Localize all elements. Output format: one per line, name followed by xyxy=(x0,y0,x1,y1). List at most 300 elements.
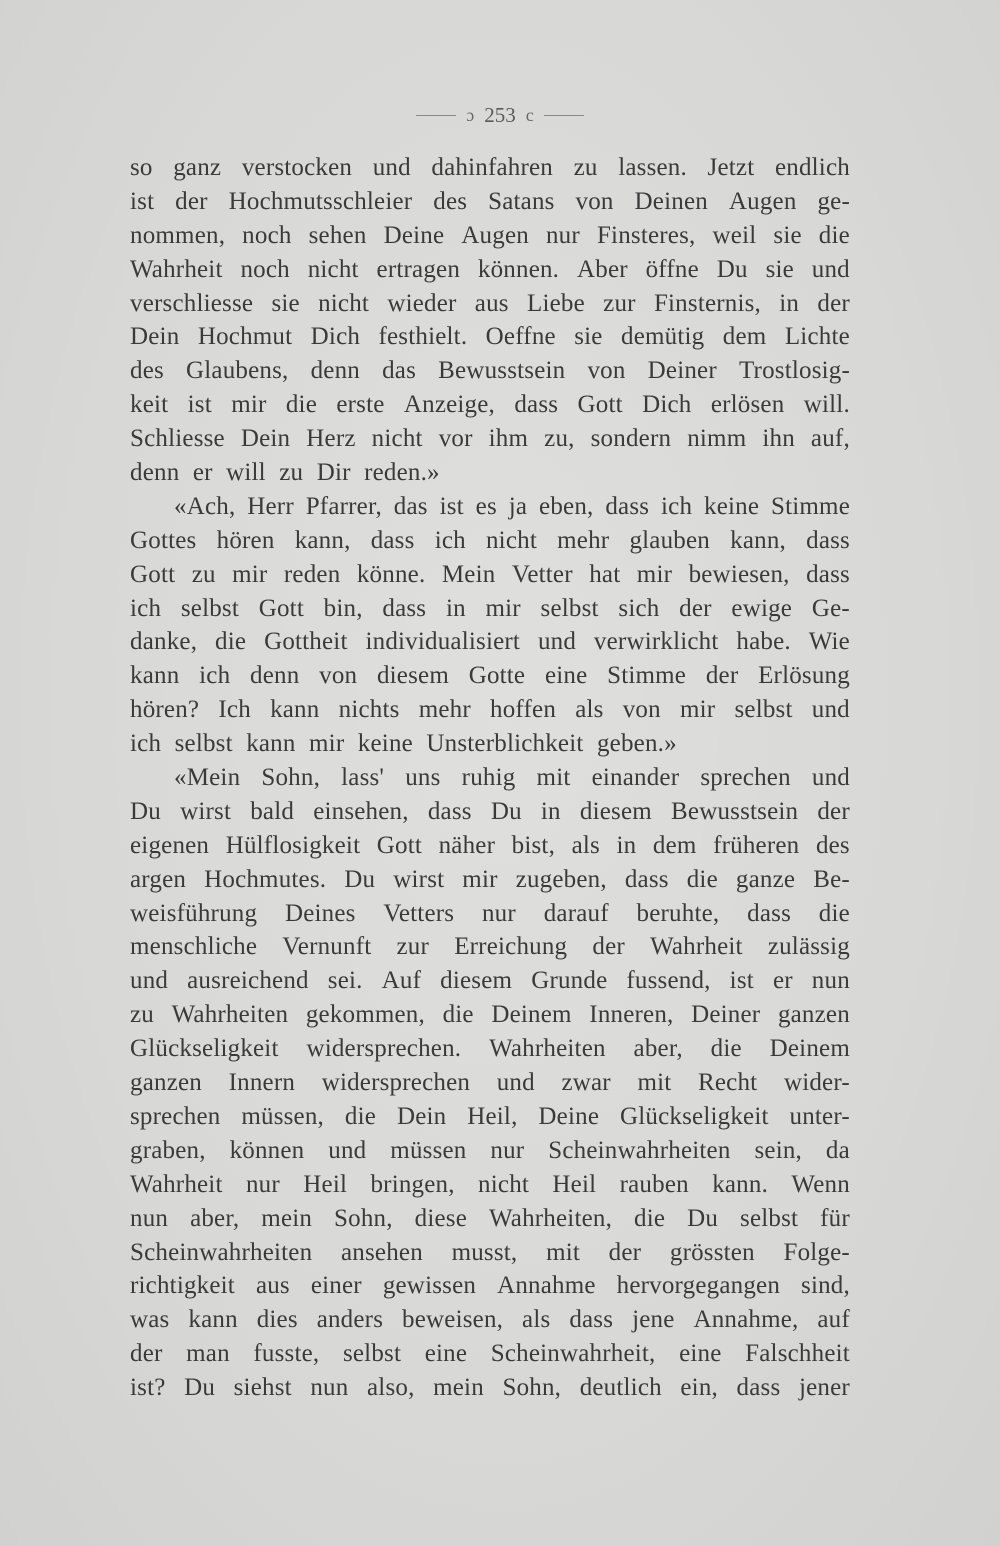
word: sie xyxy=(271,289,300,317)
word: Bewusstsein xyxy=(438,357,566,385)
word: glauben xyxy=(629,526,710,554)
word: nicht xyxy=(485,526,537,554)
word: Stimme xyxy=(607,662,687,690)
word: die xyxy=(818,899,850,927)
word: sie xyxy=(765,255,794,283)
word: ein, xyxy=(680,1374,718,1402)
word: von xyxy=(587,357,626,385)
word: ist xyxy=(729,967,754,995)
word: fusste, xyxy=(253,1340,320,1368)
word: so xyxy=(130,154,153,181)
word: sei. xyxy=(327,967,363,995)
word: nicht xyxy=(371,425,423,453)
word: selbst xyxy=(342,1340,402,1368)
word: können. xyxy=(477,255,560,283)
word: von xyxy=(319,662,358,690)
word: Gotte xyxy=(468,662,526,690)
word: Annahme xyxy=(497,1272,596,1300)
word: reden xyxy=(283,560,341,588)
word: diese xyxy=(414,1204,468,1232)
word: zu xyxy=(191,560,216,588)
word: mehr xyxy=(557,526,610,554)
word: ge- xyxy=(817,187,850,215)
word: Dein xyxy=(396,1102,447,1130)
word: sein, xyxy=(754,1136,802,1164)
word: dass xyxy=(382,594,427,622)
text-line xyxy=(130,829,850,863)
word: dem xyxy=(722,323,767,351)
word: Dich xyxy=(642,391,692,419)
word: uns xyxy=(405,764,441,792)
word: demütig xyxy=(621,323,705,351)
word: Deiner xyxy=(647,357,717,385)
word: mein xyxy=(261,1204,313,1232)
word: individualisiert xyxy=(365,628,521,656)
word: mir xyxy=(636,560,673,588)
text-line xyxy=(130,659,850,693)
text-line xyxy=(130,1134,850,1168)
word: ewige xyxy=(731,594,793,622)
word: kann xyxy=(270,696,320,724)
text-line xyxy=(130,1269,850,1303)
word: gewissen xyxy=(382,1272,477,1300)
word: Erreichung xyxy=(454,933,568,961)
word: sich xyxy=(618,594,660,622)
word: vor xyxy=(438,425,473,453)
word: aber, xyxy=(633,1035,683,1063)
text-line xyxy=(130,1337,850,1371)
word: nur xyxy=(545,221,580,249)
word: Trostlosig- xyxy=(738,357,850,385)
word: sie xyxy=(773,221,802,249)
word: wirst xyxy=(393,865,445,893)
word: die xyxy=(818,221,850,249)
word: unter- xyxy=(789,1102,850,1130)
word: kann. xyxy=(712,1170,769,1198)
word: Vetter xyxy=(511,560,573,588)
word: Vernunft xyxy=(282,933,372,961)
word: nun xyxy=(310,1374,349,1402)
word: des xyxy=(815,831,850,859)
word: Glückseligkeit xyxy=(130,1035,279,1063)
word: Pfarrer, xyxy=(305,492,382,520)
body-text xyxy=(130,151,850,1405)
word: Du xyxy=(490,797,522,825)
word: weil xyxy=(712,221,757,249)
word: denn xyxy=(310,357,361,385)
word: richtigkeit xyxy=(130,1272,235,1300)
word: ganz xyxy=(173,154,222,181)
word: müssen, xyxy=(241,1102,324,1130)
word: zur xyxy=(603,289,636,317)
text-line xyxy=(130,1303,850,1337)
word: auf xyxy=(817,1306,850,1334)
word: ansehen xyxy=(340,1238,423,1266)
word: und xyxy=(130,967,169,995)
word: einsehen, xyxy=(313,797,409,825)
word: keine xyxy=(704,492,760,520)
word: selbst xyxy=(734,696,793,724)
word: mit xyxy=(546,1238,580,1266)
word: jene xyxy=(632,1306,675,1334)
text-line xyxy=(130,320,850,354)
header-ornament-left: ɔ xyxy=(466,104,475,125)
word: und xyxy=(811,696,850,724)
word: es xyxy=(475,492,497,520)
text-line: ich selbst kann mir keine Unsterblichkeit geben.» xyxy=(130,730,677,758)
word: hören xyxy=(216,526,275,554)
text-line xyxy=(130,219,850,253)
word: zulässig xyxy=(767,933,850,961)
word: und xyxy=(537,628,577,656)
word: die xyxy=(634,1204,666,1232)
word: da xyxy=(825,1136,850,1164)
text-line xyxy=(130,524,850,558)
word: Inneren, xyxy=(589,1001,674,1029)
word: Scheinwahrheit, xyxy=(490,1340,656,1368)
word: mit xyxy=(536,764,571,792)
word: Wahrheit xyxy=(130,1170,223,1198)
text-line: denn er will zu Dir reden.» xyxy=(130,459,440,487)
word: Du xyxy=(716,255,748,283)
word: dass xyxy=(569,1306,614,1334)
text-line xyxy=(130,592,850,626)
word: kann, xyxy=(730,526,786,554)
word: Finsternis, xyxy=(653,289,762,317)
word: müssen xyxy=(390,1136,467,1164)
word: Schliesse xyxy=(130,425,225,453)
word: Innern xyxy=(228,1069,296,1097)
word: als xyxy=(571,831,600,859)
word: einer xyxy=(310,1272,362,1300)
word: Heil, xyxy=(467,1102,518,1130)
word: ich xyxy=(434,526,466,554)
word: nimm xyxy=(687,425,747,453)
word: Augen xyxy=(728,187,797,215)
word: des xyxy=(130,357,164,385)
word: erlösen xyxy=(710,391,785,419)
word: Dein xyxy=(240,425,291,453)
word: Sohn, xyxy=(502,1374,562,1402)
word: wieder xyxy=(387,289,457,317)
word: Gottheit xyxy=(264,628,348,656)
word: nur xyxy=(481,899,516,927)
word: hat xyxy=(589,560,621,588)
word: beweisen, xyxy=(402,1306,504,1334)
text-line xyxy=(130,930,850,964)
word: Du xyxy=(184,1374,216,1402)
word: Hochmut xyxy=(197,323,293,351)
word: die xyxy=(285,391,317,419)
word: Du xyxy=(130,797,161,825)
word: ist? xyxy=(130,1374,166,1402)
word: diesem xyxy=(440,967,513,995)
word: Gott xyxy=(130,560,176,588)
word: die xyxy=(686,865,718,893)
text-line xyxy=(130,490,850,524)
text-line xyxy=(130,253,850,287)
text-line xyxy=(130,1202,850,1236)
text-line xyxy=(130,1371,850,1405)
word: siehst xyxy=(233,1374,292,1402)
word: deutlich xyxy=(579,1374,662,1402)
header-rule-right xyxy=(544,115,584,116)
word: Finsteres, xyxy=(596,221,696,249)
word: sondern xyxy=(590,425,672,453)
word: darauf xyxy=(543,899,609,927)
word: Wahrheiten, xyxy=(488,1204,613,1232)
word: er xyxy=(772,967,793,995)
word: Herz xyxy=(306,425,356,453)
word: denn xyxy=(250,662,300,690)
word: könne. xyxy=(356,560,426,588)
word: als xyxy=(575,696,604,724)
word: zwar xyxy=(561,1069,611,1097)
word: Sohn, xyxy=(334,1204,393,1232)
word: ist xyxy=(439,492,464,520)
word: musst, xyxy=(451,1238,518,1266)
text-line xyxy=(130,863,850,897)
word: Aber xyxy=(576,255,628,283)
word: mit xyxy=(637,1069,672,1097)
word: in xyxy=(616,831,637,859)
word: Herr xyxy=(247,492,294,520)
word: Lichte xyxy=(784,323,850,351)
word: Gott xyxy=(577,391,623,419)
word: Grunde xyxy=(531,967,608,995)
word: eine xyxy=(424,1340,468,1368)
text-line xyxy=(130,795,850,829)
word: widersprechen xyxy=(321,1069,471,1097)
text-line xyxy=(130,388,850,422)
word: Wahrheiten xyxy=(489,1035,606,1063)
word: dass xyxy=(624,865,669,893)
word: die xyxy=(442,1001,474,1029)
text-line xyxy=(130,1100,850,1134)
word: dem xyxy=(652,831,697,859)
word: keit xyxy=(130,391,169,419)
word: ich xyxy=(130,594,162,622)
word: die xyxy=(710,1035,742,1063)
word: noch xyxy=(242,221,292,249)
text-line xyxy=(130,1236,850,1270)
word: das xyxy=(393,492,428,520)
word: bin, xyxy=(323,594,363,622)
word: in xyxy=(540,797,561,825)
word: ist xyxy=(187,391,212,419)
word: für xyxy=(820,1204,850,1232)
word: bald xyxy=(250,797,295,825)
word: nun xyxy=(130,1204,169,1232)
word: Satans xyxy=(488,187,555,215)
word: Ich xyxy=(218,696,251,724)
word: Sohn, xyxy=(261,764,321,792)
word: Deine xyxy=(538,1102,600,1130)
word: diesem xyxy=(376,662,449,690)
word: man xyxy=(186,1340,230,1368)
word: mir xyxy=(462,865,498,893)
word: der xyxy=(817,797,850,825)
word: Scheinwahrheiten xyxy=(130,1238,313,1266)
word: nicht xyxy=(318,289,370,317)
word: eine xyxy=(544,662,588,690)
word: Folge- xyxy=(783,1238,850,1266)
word: danke, xyxy=(130,628,198,656)
text-line xyxy=(130,964,850,998)
word: und xyxy=(328,1136,367,1164)
text-line xyxy=(130,1032,850,1066)
word: dass xyxy=(370,526,415,554)
header-rule-left xyxy=(416,115,456,116)
word: und xyxy=(372,154,411,181)
word: menschliche xyxy=(130,933,258,961)
word: ich xyxy=(199,662,231,690)
word: und xyxy=(496,1069,535,1097)
word: will. xyxy=(803,391,850,419)
word: Ge- xyxy=(811,594,850,622)
word: kann xyxy=(130,662,180,690)
word: jener xyxy=(798,1374,850,1402)
word: Gott xyxy=(376,831,423,859)
word: dass xyxy=(427,797,472,825)
word: hervorgegangen xyxy=(616,1272,781,1300)
word: zugeben, xyxy=(515,865,607,893)
word: Wahrheit xyxy=(130,255,223,283)
word: Hochmutsschleier xyxy=(228,187,413,215)
word: bringen, xyxy=(370,1170,455,1198)
word: Recht xyxy=(698,1069,758,1097)
word: erste xyxy=(336,391,385,419)
word: in xyxy=(779,289,800,317)
word: Heil xyxy=(552,1170,597,1198)
word: Vetters xyxy=(383,899,455,927)
page-header xyxy=(0,100,1000,130)
word: beruhte, xyxy=(636,899,720,927)
word: festhielt. xyxy=(378,323,468,351)
word: Deines xyxy=(284,899,356,927)
word: Glückseligkeit xyxy=(620,1102,769,1130)
text-line xyxy=(130,287,850,321)
word: ertragen xyxy=(376,255,461,283)
word: Deinem xyxy=(769,1035,850,1063)
word: Du xyxy=(344,865,376,893)
word: graben, xyxy=(130,1136,206,1164)
word: lassen. xyxy=(618,154,687,181)
word: verstocken xyxy=(241,154,353,181)
word: fussend, xyxy=(626,967,711,995)
word: Stimme xyxy=(771,492,850,520)
word: mir xyxy=(485,594,521,622)
word: mehr xyxy=(418,696,471,724)
word: Liebe xyxy=(526,289,585,317)
word: Wenn xyxy=(791,1170,850,1198)
word: Deiner xyxy=(691,1001,761,1029)
word: lass' xyxy=(341,764,385,792)
word: Scheinwahrheiten xyxy=(548,1136,731,1164)
word: näher xyxy=(438,831,496,859)
word: kann xyxy=(188,1306,238,1334)
word: «Ach, xyxy=(174,492,236,520)
word: endlich xyxy=(774,154,850,181)
word: und xyxy=(811,255,850,283)
page-number: 253 xyxy=(484,102,516,127)
text-line xyxy=(130,1066,850,1100)
word: nicht xyxy=(307,255,359,283)
word: ihn xyxy=(762,425,795,453)
word: der xyxy=(817,289,850,317)
text-line xyxy=(130,625,850,659)
word: wirst xyxy=(180,797,232,825)
word: dass xyxy=(736,1374,781,1402)
word: bewiesen, xyxy=(688,560,790,588)
word: Dein xyxy=(130,323,180,351)
word: hoffen xyxy=(490,696,557,724)
word: ganze xyxy=(735,865,796,893)
word: können xyxy=(229,1136,305,1164)
word: das xyxy=(382,357,417,385)
word: einander xyxy=(591,764,680,792)
word: rauben xyxy=(619,1170,689,1198)
header-ornament-right: c xyxy=(525,104,534,125)
word: selbst xyxy=(180,594,240,622)
word: sprechen xyxy=(700,764,791,792)
word: nichts xyxy=(338,696,400,724)
word: Oeffne xyxy=(485,323,556,351)
word: aus xyxy=(474,289,509,317)
word: Du xyxy=(687,1204,719,1232)
word: als xyxy=(522,1306,551,1334)
word: Dich xyxy=(310,323,361,351)
word: eigenen xyxy=(130,831,210,859)
word: mir xyxy=(232,560,268,588)
word: aus xyxy=(255,1272,290,1300)
text-line xyxy=(130,151,850,185)
word: dass xyxy=(806,560,850,588)
word: Wie xyxy=(808,628,850,656)
word: noch xyxy=(240,255,290,283)
word: verschliesse xyxy=(130,289,254,317)
word: Falschheit xyxy=(745,1340,850,1368)
word: grössten xyxy=(669,1238,755,1266)
word: eine xyxy=(679,1340,722,1368)
word: sie xyxy=(574,323,603,351)
word: dass xyxy=(747,899,791,927)
word: dahinfahren xyxy=(431,154,554,181)
word: zur xyxy=(396,933,430,961)
word: mein xyxy=(433,1374,484,1402)
word: nur xyxy=(490,1136,525,1164)
word: öffne xyxy=(645,255,699,283)
word: ruhig xyxy=(461,764,516,792)
word: ihm xyxy=(488,425,529,453)
word: Bewusstsein xyxy=(671,797,799,825)
word: Jetzt xyxy=(707,154,755,181)
word: wider- xyxy=(783,1069,850,1097)
word: der xyxy=(592,933,625,961)
word: selbst xyxy=(740,1204,799,1232)
word: zu xyxy=(573,154,598,181)
word: mir xyxy=(679,696,716,724)
word: dies xyxy=(256,1306,298,1334)
word: dass xyxy=(806,526,850,554)
word: Hülflosigkeit xyxy=(225,831,361,859)
word: von xyxy=(575,187,614,215)
word: dass xyxy=(605,492,650,520)
word: sind, xyxy=(801,1272,850,1300)
word: nur xyxy=(245,1170,280,1198)
word: ist xyxy=(130,187,155,215)
word: Deine xyxy=(383,221,445,249)
